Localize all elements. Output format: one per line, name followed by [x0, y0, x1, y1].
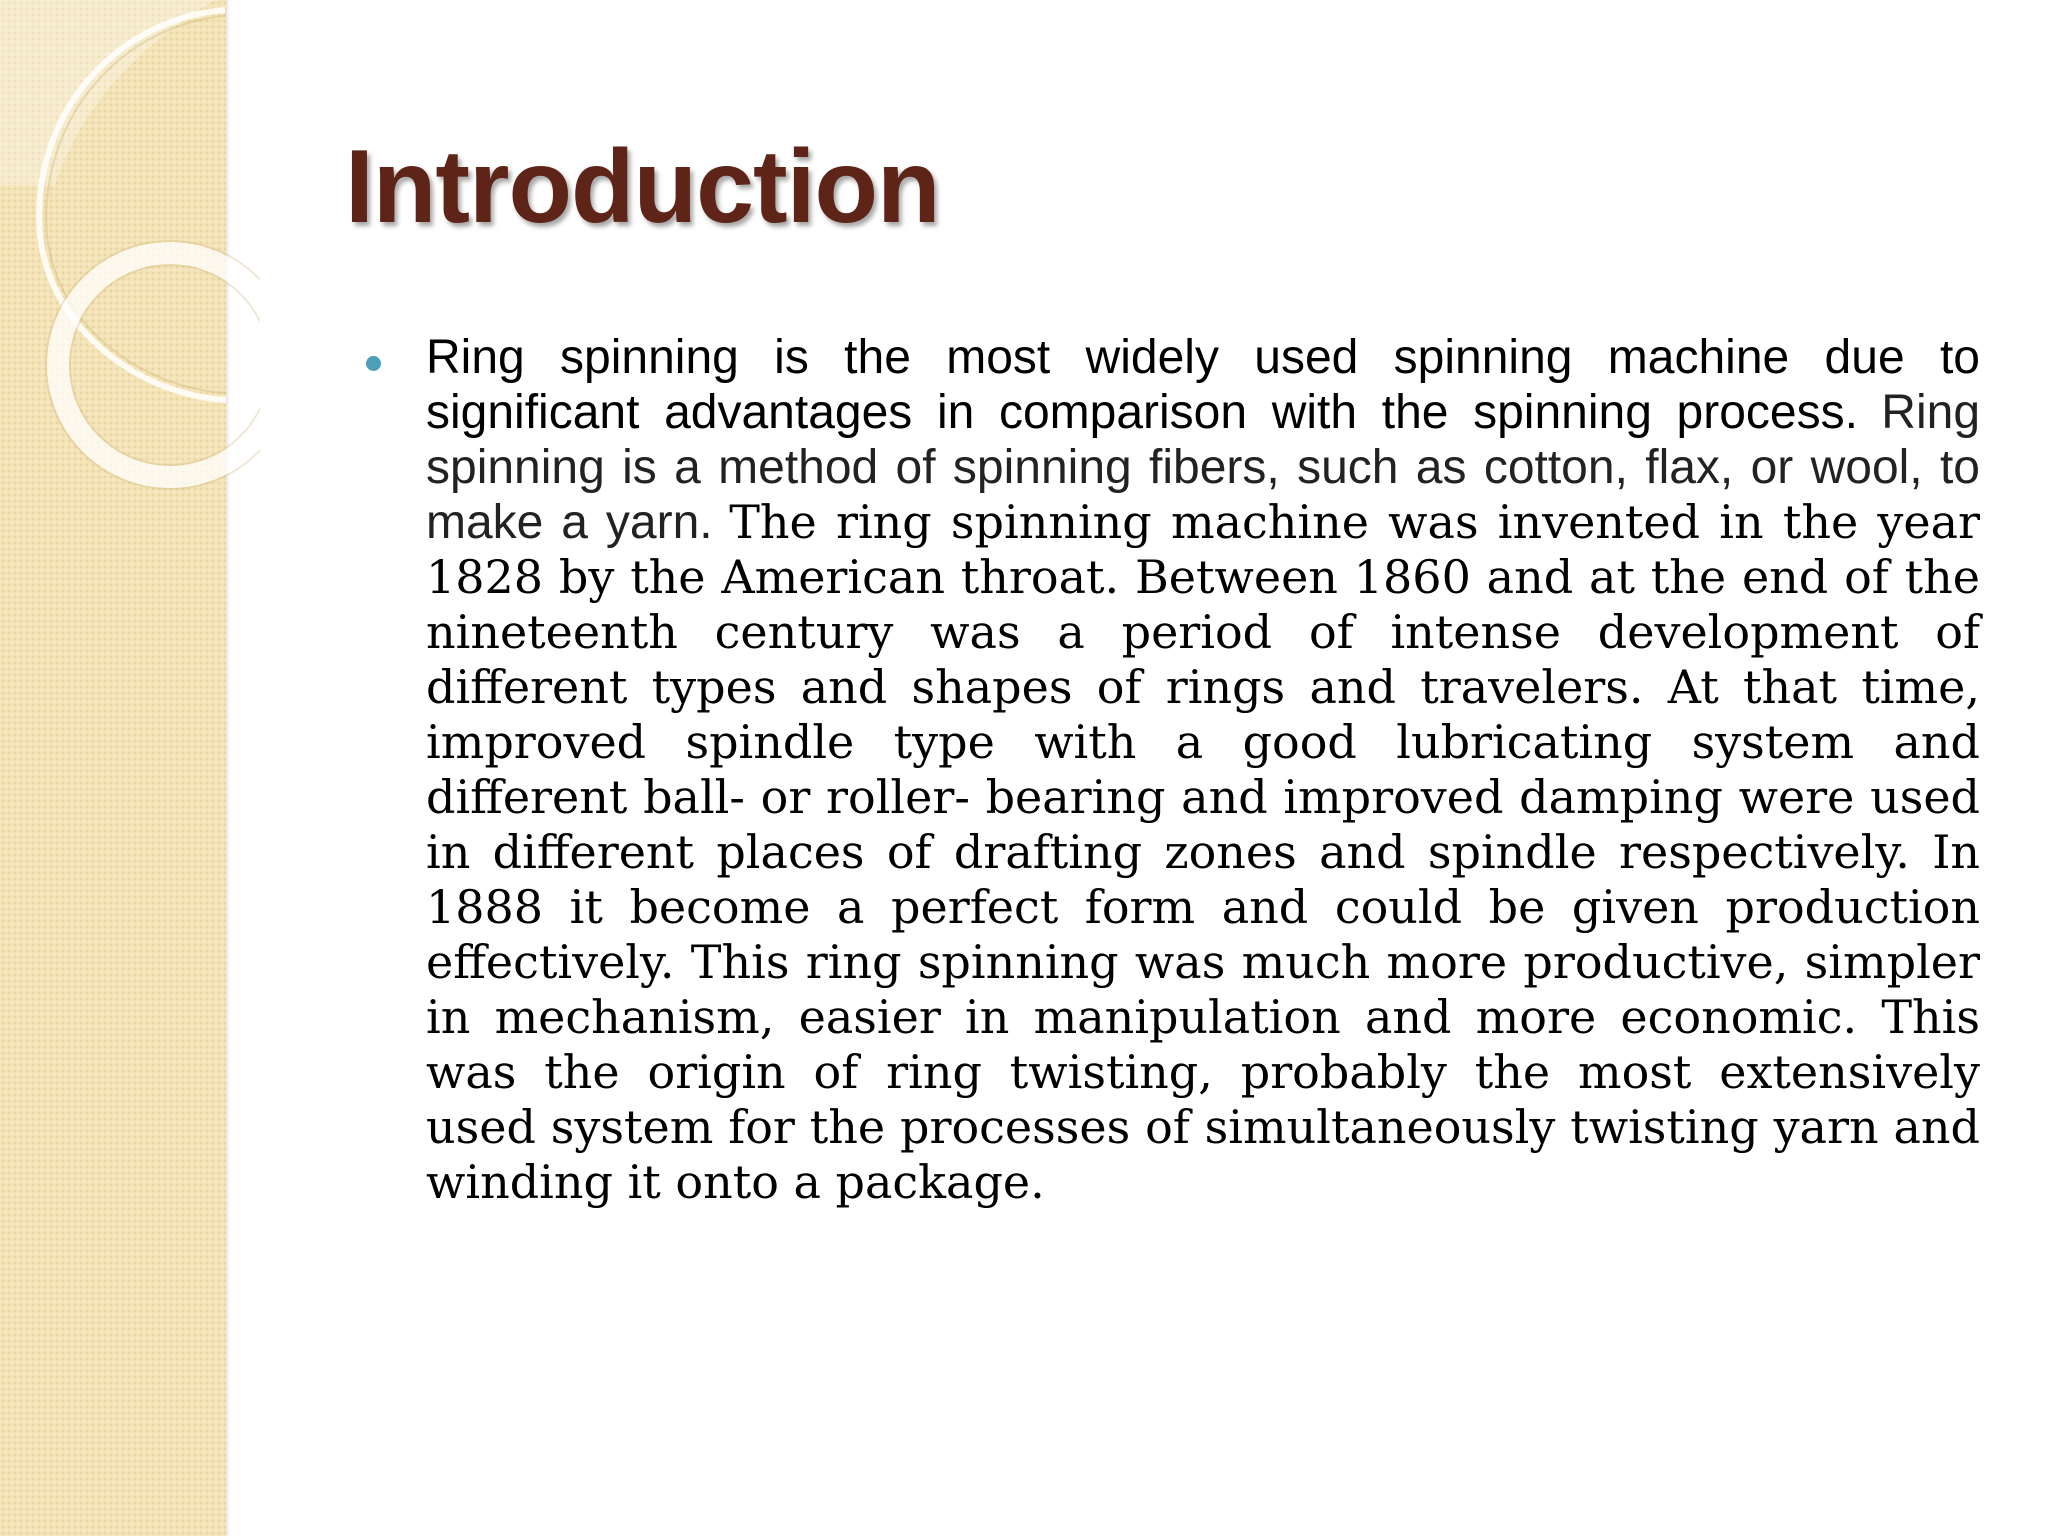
decorative-rings [0, 0, 260, 520]
bullet-list [360, 330, 1980, 1210]
bullet-item [360, 330, 1980, 1210]
body-text-sans: Ring spinning is the most widely used spinning machine due to significant advantages in comparison with the spinning process. [426, 331, 1980, 439]
body-text-sans-grey: Ring spinning is a method of spinning fibers, such as cotton, flax, or wool, to make a yarn. [426, 386, 1981, 549]
body-text-serif: The ring spinning machine was invented in the year 1828 by the American throat. Between 1860 and at the end of the nineteenth century was a period of intense development of different types and shapes of rings and travelers. At that time, improved spindle type with a good lubricating system and different ball- or roller- bearing and improved damping were used in different places of drafting zones and spindle respectively. In 1888 it become a perfect form and could be given production effectively. This ring spinning was much more productive, simpler in mechanism, easier in manipulation and more economic. This was the origin of ring twisting, probably the most extensively used system for the processes of simultaneously twisting yarn and winding it onto a package. [426, 495, 1981, 1209]
body-paragraph [426, 330, 1980, 1210]
slide-title: Introduction [345, 129, 940, 245]
bullet-dot-icon [366, 356, 381, 371]
